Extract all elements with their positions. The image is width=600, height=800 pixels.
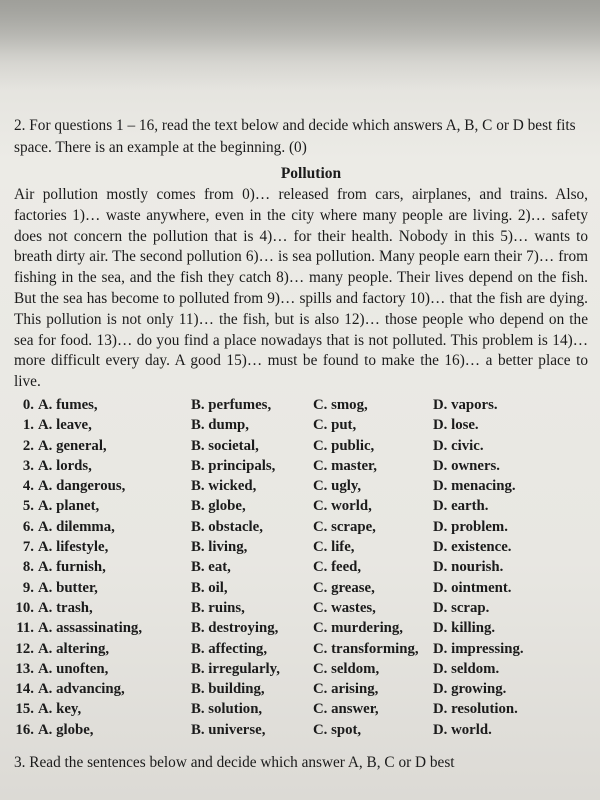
option-c: C. murdering, (313, 620, 404, 637)
option-row (14, 517, 588, 537)
option-b: B. universe, (191, 721, 266, 738)
option-c: C. master, (313, 457, 377, 474)
exercise-instructions: 2. For questions 1 – 16, read the text below and decide which answers A, B, C or D best fits space. There is an example at the beginning. (0) (14, 117, 576, 156)
options-table (14, 395, 588, 740)
option-d: D. growing. (433, 681, 507, 698)
option-d: D. civic. (433, 437, 484, 454)
option-b: B. oil, (191, 579, 228, 596)
exercise-content (14, 115, 588, 774)
option-d: D. killing. (433, 620, 496, 637)
option-c: C. put, (313, 417, 357, 434)
option-row (14, 557, 588, 577)
option-a: A. assassinating, (38, 620, 143, 637)
option-c: C. wastes, (313, 599, 376, 616)
option-row (14, 456, 588, 476)
question-number: 4. (22, 478, 34, 495)
option-c: C. public, (313, 437, 375, 454)
option-a: A. lifestyle, (38, 539, 109, 556)
question-number: 11. (16, 620, 34, 637)
question-number: 9. (22, 579, 34, 596)
option-row (14, 679, 588, 699)
option-row (14, 659, 588, 679)
option-a: A. fumes, (38, 396, 98, 413)
option-row (14, 598, 588, 618)
option-a: A. lords, (38, 457, 92, 474)
option-a: A. advancing, (38, 681, 125, 698)
option-b: B. solution, (191, 701, 263, 718)
option-d: D. impressing. (433, 640, 524, 657)
passage-title: Pollution (280, 165, 342, 182)
option-b: B. obstacle, (191, 518, 263, 535)
option-a: A. planet, (38, 498, 100, 515)
question-number: 2. (22, 437, 34, 454)
option-a: A. leave, (38, 417, 92, 434)
option-row (14, 699, 588, 719)
option-row (14, 639, 588, 659)
question-number: 7. (22, 539, 34, 556)
option-c: C. transforming, (313, 640, 419, 657)
option-a: A. dangerous, (38, 478, 126, 495)
question-number: 16. (15, 721, 34, 738)
question-number: 15. (15, 701, 34, 718)
question-number: 3. (22, 457, 34, 474)
option-d: D. menacing. (433, 478, 516, 495)
option-c: C. ugly, (313, 478, 362, 495)
option-b: B. living, (191, 539, 248, 556)
question-number: 6. (22, 518, 34, 535)
option-a: A. trash, (38, 599, 93, 616)
option-row (14, 496, 588, 516)
option-c: C. answer, (313, 701, 379, 718)
option-row (14, 436, 588, 456)
option-a: A. unoften, (38, 660, 109, 677)
option-d: D. resolution. (433, 701, 518, 718)
option-b: B. affecting, (191, 640, 268, 657)
option-row (14, 618, 588, 638)
option-d: D. lose. (433, 417, 479, 434)
option-a: A. altering, (38, 640, 110, 657)
option-d: D. existence. (433, 539, 512, 556)
option-d: D. vapors. (433, 396, 498, 413)
question-number: 5. (22, 498, 34, 515)
option-d: D. seldom. (433, 660, 500, 677)
option-row (14, 476, 588, 496)
passage-text: Air pollution mostly comes from 0)… released from cars, airplanes, and trains. Also, factories 1)… waste anywhere, even in the city where many people are living. 2)… safety does not concern the pollution that is 4)… for their health. Nobody in this 5)… wants to breath dirty air. The second pollution 6)… is sea pollution. Many people earn their 7)… from fishing in the sea, and the fish they catch 8)… many people. Their lives depend on the fish. But the sea has become to polluted from 9)… spills and factory 10)… that the fish are dying. This pollution is not only 11)… the fish, but is also 12)… those people who depend on the sea for food. 13)… do you find a place nowadays that is not polluted. This problem is 14)… more difficult every day. A good 15)… must be found to make the 16)… a better place to live. (14, 186, 588, 391)
option-a: A. globe, (38, 721, 94, 738)
option-row (14, 537, 588, 557)
option-c: C. arising, (313, 681, 379, 698)
option-row (14, 720, 588, 740)
option-c: C. spot, (313, 721, 362, 738)
option-a: A. butter, (38, 579, 98, 596)
option-d: D. earth. (433, 498, 489, 515)
option-b: B. ruins, (191, 599, 245, 616)
option-b: B. globe, (191, 498, 246, 515)
option-a: A. furnish, (38, 559, 106, 576)
question-number: 10. (15, 599, 34, 616)
option-c: C. grease, (313, 579, 375, 596)
option-c: C. feed, (313, 559, 362, 576)
option-d: D. scrap. (433, 599, 490, 616)
question-number: 8. (22, 559, 34, 576)
option-b: B. irregularly, (191, 660, 280, 677)
page-shadow (0, 0, 600, 90)
option-b: B. wicked, (191, 478, 257, 495)
option-b: B. dump, (191, 417, 249, 434)
option-d: D. nourish. (433, 559, 504, 576)
option-c: C. world, (313, 498, 372, 515)
option-row (14, 395, 588, 415)
option-row (14, 578, 588, 598)
option-c: C. seldom, (313, 660, 380, 677)
option-d: D. world. (433, 721, 492, 738)
option-d: D. ointment. (433, 579, 512, 596)
option-c: C. smog, (313, 396, 368, 413)
option-c: C. life, (313, 539, 355, 556)
question-number: 14. (15, 681, 34, 698)
option-a: A. dilemma, (38, 518, 115, 535)
option-b: B. building, (191, 681, 265, 698)
option-c: C. scrape, (313, 518, 376, 535)
option-b: B. principals, (191, 457, 276, 474)
next-exercise-instructions: 3. Read the sentences below and decide which answer A, B, C or D best (14, 754, 455, 772)
question-number: 12. (15, 640, 34, 657)
option-b: B. destroying, (191, 620, 279, 637)
question-number: 13. (15, 660, 34, 677)
option-b: B. perfumes, (191, 396, 272, 413)
option-b: B. societal, (191, 437, 259, 454)
question-number: 1. (22, 417, 34, 434)
option-a: A. key, (38, 701, 82, 718)
option-d: D. owners. (433, 457, 500, 474)
option-b: B. eat, (191, 559, 231, 576)
option-row (14, 415, 588, 435)
option-a: A. general, (38, 437, 107, 454)
question-number: 0. (22, 396, 34, 413)
option-d: D. problem. (433, 518, 508, 535)
